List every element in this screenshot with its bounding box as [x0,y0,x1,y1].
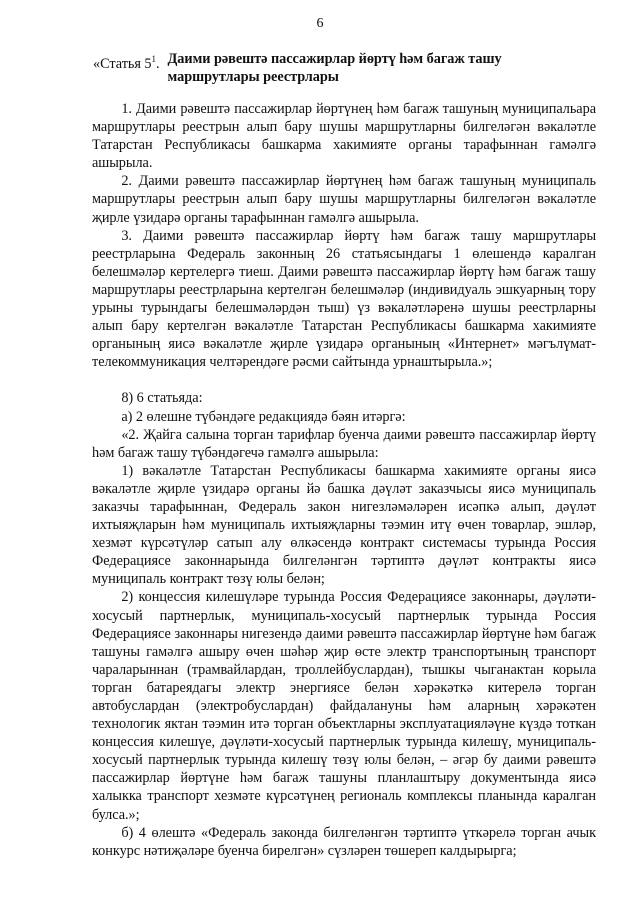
article-title: Даими рәвештә пассажирлар йөртү һәм багаж ташу маршрутлары реестрлары [167,51,502,86]
article-number-superscript: 1 [151,54,156,64]
article-label: «Статья 5 [93,56,152,72]
paragraph-subitem-a: а) 2 өлешне түбәндәге редакциядә бәян итәргә: [121,408,406,425]
paragraph-article-part-1: 1. Даими рәвештә пассажирлар йөртүнең һәм багаж ташуның муниципальара маршрутлары реестрын алып бару шушы маршрутларны билгеләгән вәкаләтле Татарстан Республикасы башкарма хакимияте органы тарафыннан гамәлгә ашырыла. [92,101,596,172]
paragraph-subitem-b: б) 4 өлештә «Федераль законда билгеләнгән тәртиптә үткәрелә торган ачык конкурс нәтиҗәләре буенча бирелгән» сүзләрен төшереп калдырырга; [92,824,596,859]
article-heading [93,50,593,86]
paragraph-new-part-2: «2. Җайга салына торган тарифлар буенча даими рәвештә пассажирлар йөртү һәм багаж ташу түбәндәгечә гамәлгә ашырыла: [92,426,596,461]
paragraph-article-part-2: 2. Даими рәвештә пассажирлар йөртүнең һәм багаж ташуның муниципаль маршрутлары реестрын алып бару шушы маршрутларны билгеләгән вәкаләтле җирле үзидарә органы тарафыннан гамәлгә ашырыла. [92,173,596,226]
paragraph-point-1: 1) вәкаләтле Татарстан Республикасы башкарма хакимияте органы яисә вәкаләтле җирле үзидарә органы йә башка дәүләт заказчысы яисә муниципаль заказчы тарафыннан, Федераль закон нигезләмәләрен исәпкә алып, дәүләт ихтыяҗларын һәм муниципаль ихтыяҗларны тәэмин итү өчен товарлар, эшләр, хезмәт күрсәтүләр сатып алу өлкәсендә контракт системасы турында Россия Федерациясе законнарында билгеләнгән тәртиптә дәүләт контракты яисә муниципаль контракт төзү юлы белән; [92,462,596,588]
page-number: 6 [316,16,324,31]
paragraph-gap [92,371,596,389]
paragraph-item-8: 8) 6 статьяда: [121,390,203,407]
article-heading-prefix [93,50,160,86]
document-body [92,100,596,860]
article-label-dot: . [155,56,160,72]
paragraph-point-2: 2) концессия килешүләре турында Россия Федерациясе законнары, дәүләти-хосусый партнерлык, муниципаль-хосусый партнерлык турында Россия Федерациясе законнары нигезендә даими рәвештә пассажирлар йөртүне һәм багаж ташуны гамәлгә ашыру өчен шәһәр җир өсте электр транспортының транспорт чараларыннан (трамвайлардан, троллейбуслардан), тышкы чыганактан корыла торган батареядагы электр энергиясе белән хәрәкәткә китерелә торган автобуслардан (электробуслардан) файдалануны һәм аларның хәрәкәтен технологик яктан тәэмин итә торган объектларны эксплуатацияләүне күздә тоткан концессия килешүе, дәүләти-хосусый партнерлык турында килешү, муниципаль-хосусый партнерлык турында килешү төзү юлы белән, – әгәр бу даими рәвештә пассажирлар йөртүне һәм багаж ташуны планлаштыру документында яисә халыкка транспорт хезмәте күрсәтүнең региональ комплексы планында каралган булса.»; [92,589,596,823]
paragraph-article-part-3: 3. Даими рәвештә пассажирлар йөртү һәм багаж ташу маршрутлары реестрларына Федераль законның 26 статьясындагы 1 өлешендә каралган белешмәләр кертелергә тиеш. Даими рәвештә пассажирлар йөртү һәм багаж ташу маршрутлары реестрларына кертелгән белешмәләр (индивидуаль эшкуарның тору урыны турындагы белешмәләрдән тыш) үз вәкаләтләренә шушы реестрларны алып бару кертелгән вәкаләтле Татарстан Республикасы башкарма хакимияте органының яисә вәкаләтле җирле үзидарә органының «Интернет» мәгълүмат-телекоммуникация челтәрендәге рәсми сайтында урнаштырыла.»; [92,227,596,371]
